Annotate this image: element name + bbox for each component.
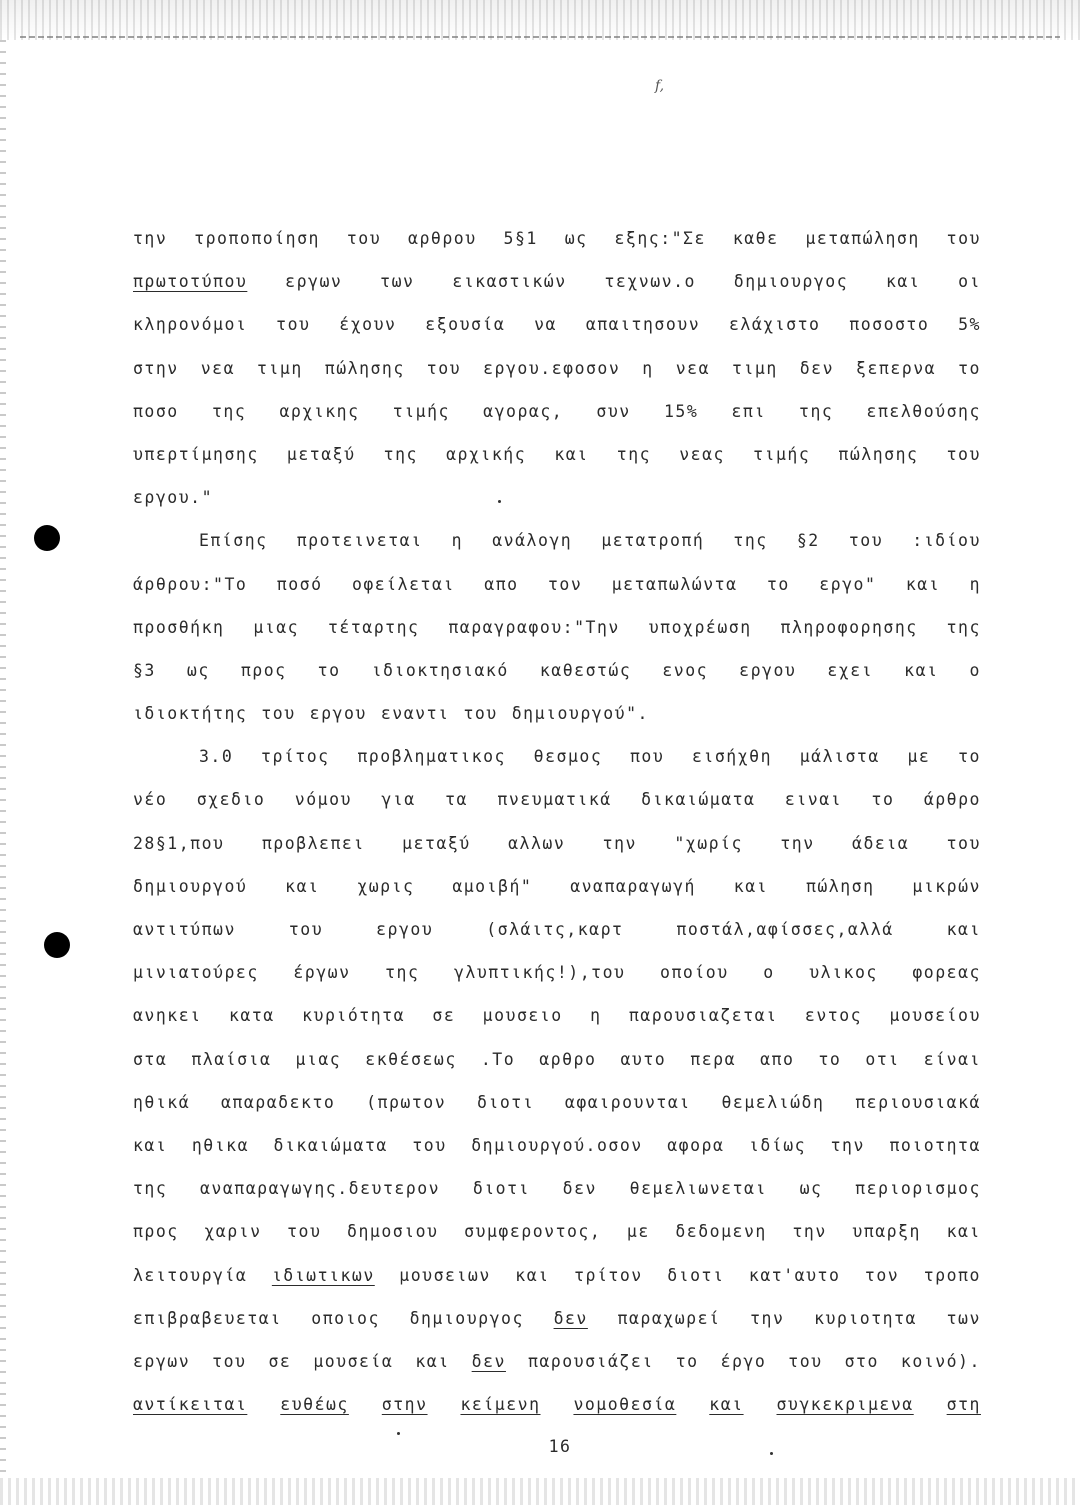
text-line: μινιατούρες έργων της γλυπτικής!),του οποίου ο υλικος φορεας [133,963,981,983]
text-line: την τροποποίηση του αρθρου 5§1 ως εξης:"Σε καθε μεταπώληση του [133,229,981,248]
scan-speck [397,1432,400,1435]
text-line: της αναπαραγωγης.δευτερον διοτι δεν θεμελιωνεται ως περιορισμος [133,1179,981,1199]
text-line: ιδιοκτήτης του εργου εναντι του δημιουργού". [133,704,649,724]
text-line: υπερτίμησης μεταξύ της αρχικής και της νεας τιμής πώλησης του [133,444,981,464]
text-line: ποσο της αρχικης τιμής αγορας, συν 15% επι της επελθούσης [133,401,981,421]
text-line: αντιτύπων του εργου (σλάιτς,καρτ ποστάλ,αφίσσες,αλλά και [133,920,981,939]
text-line: στα πλαίσια μιας εκθέσεως .Το αρθρο αυτο περα απο το οτι είναι [133,1049,981,1069]
text-line: εργων του σε μουσεία και δεν παρουσιάζει το έργο του στο κοινό). [133,1351,981,1371]
text-line: άρθρου:"Το ποσό οφείλεται απο τον μεταπωλώντα το εργο" και η [133,574,981,594]
scan-edge-line [20,36,1060,38]
text-line: δημιουργού και χωρις αμοιβή" αναπαραγωγή και πώληση μικρών [133,876,981,896]
text-line: προσθήκη μιας τέταρτης παραγραφου:"Την υποχρέωση πληροφορησης της [133,617,981,637]
page-number: 16 [548,1437,572,1456]
text-line: στην νεα τιμη πώλησης του εργου.εφοσον η νεα τιμη δεν ξεπερνα το [133,358,981,378]
scan-noise-top [0,0,1080,40]
text-line: ηθικά απαραδεκτο (πρωτον διοτι αφαιρουνται θεμελιώδη περιουσιακά [133,1092,981,1112]
punch-hole-bullet-1 [34,525,60,551]
text-line: και ηθικα δικαιώματα του δημιουργού.οσον αφορα ιδίως την ποιοτητα [133,1135,981,1155]
text-line: νέο σχεδιο νόμου για τα πνευματικά δικαιώματα ειναι το άρθρο [133,790,981,810]
scan-noise-bottom [0,1478,1080,1505]
text-line: §3 ως προς το ιδιοκτησιακό καθεστώς ενος εργου εχει και ο [133,660,981,680]
text-line: προς χαριν του δημοσιου συμφεροντος, με δεδομενη την υπαρξη και [133,1222,981,1242]
text-line: αντίκειται ευθέως στην κείμενη νομοθεσία και συγκεκριμενα στη [133,1395,981,1415]
text-line: 28§1,που προβλεπει μεταξύ αλλων την "χωρίς την άδεια του [133,833,981,853]
text-line: επιβραβευεται οποιος δημιουργος δεν παραχωρεί την κυριοτητα των [133,1308,981,1328]
text-line: 3.0 τρίτος προβληματικος θεσμος που εισήχθη μάλιστα με το [199,747,981,767]
text-line: ανηκει κατα κυριότητα σε μουσειο η παρουσιαζεται εντος μουσείου [133,1006,981,1026]
text-line: εργου." [133,488,214,508]
text-line: Επίσης προτεινεται η ανάλογη μετατροπή της §2 του :ιδίου [199,531,981,551]
punch-hole-bullet-2 [44,932,70,958]
text-line: λειτουργία ιδιωτικων μουσειων και τρίτον διοτι κατ'αυτο τον τροπο [133,1265,981,1285]
header-mark: f, [655,78,665,94]
document-body [133,217,981,1426]
scan-noise-left [0,40,6,1480]
text-line: κληρονόμοι του έχουν εξουσία να απαιτησουν ελάχιστο ποσοστο 5% [133,315,981,335]
text-line: πρωτοτύπου εργων των εικαστικών τεχνων.ο δημιουργος και οι [133,272,981,292]
scan-speck [770,1452,773,1455]
